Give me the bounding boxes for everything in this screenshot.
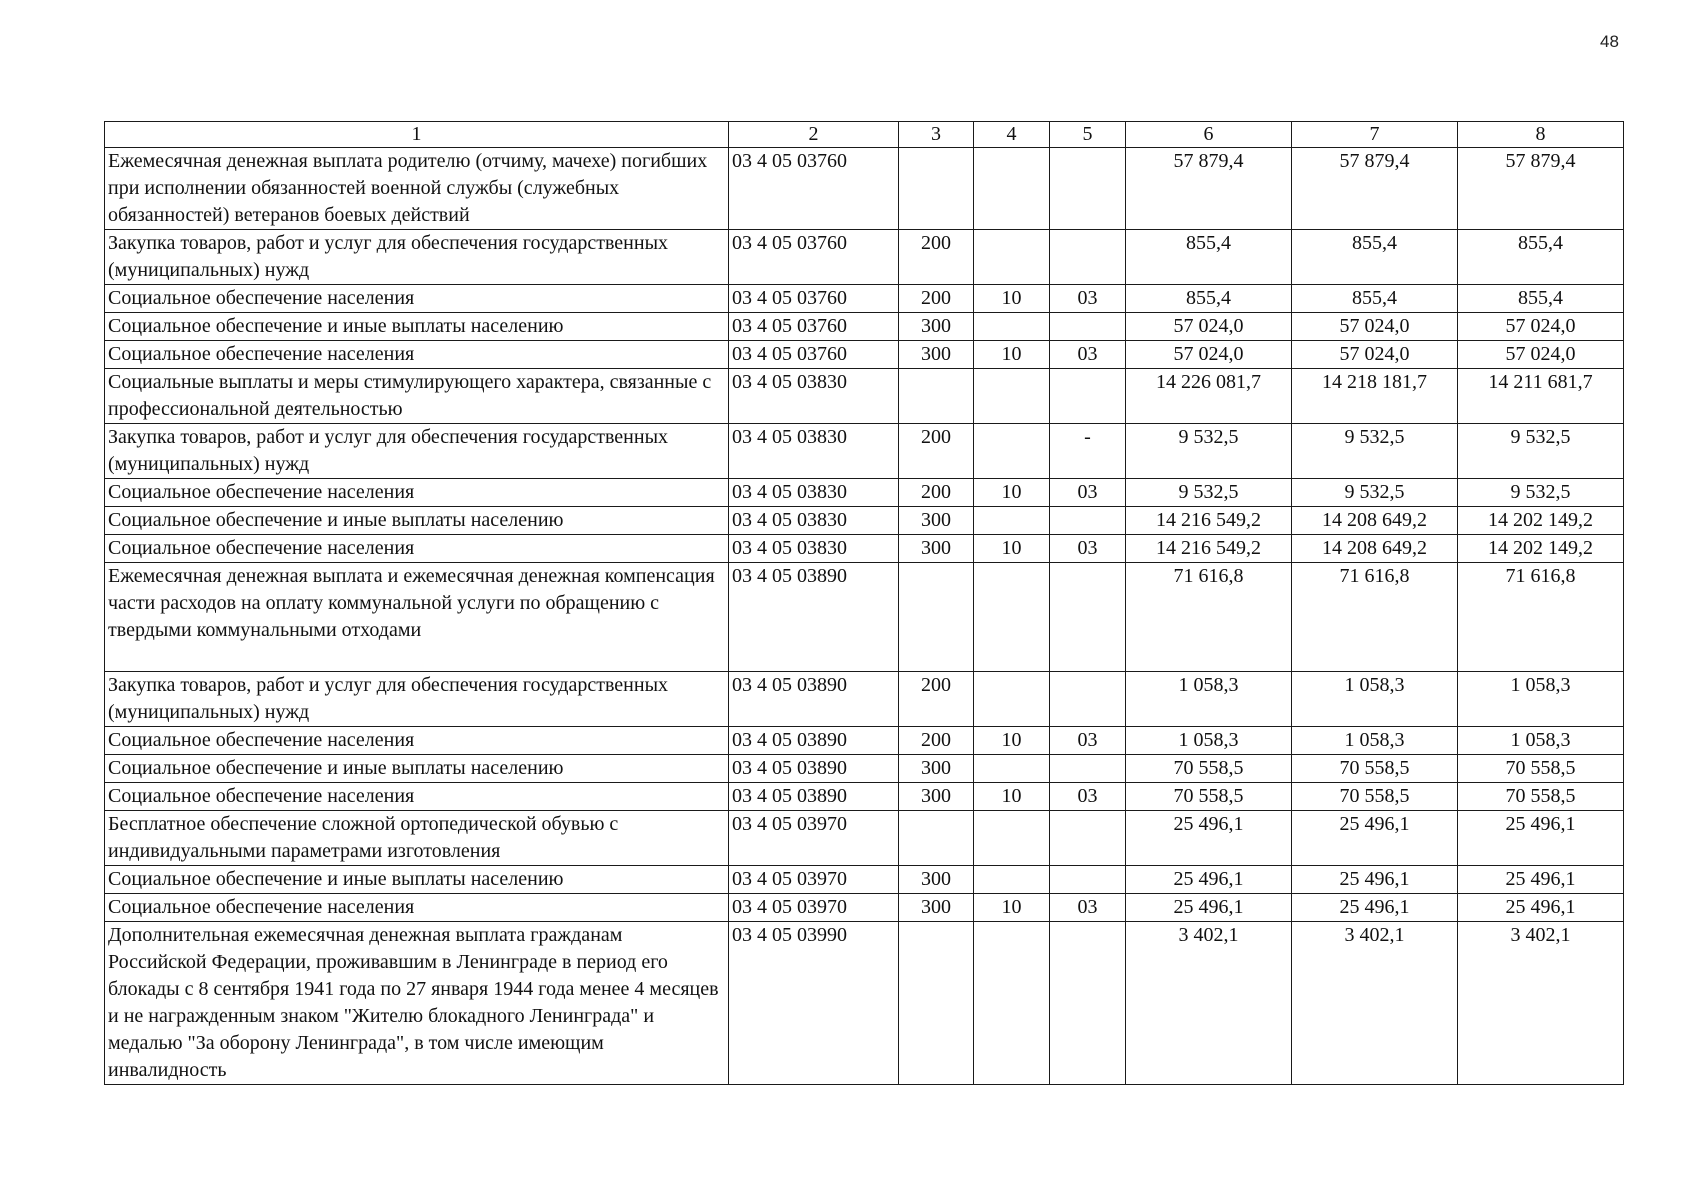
row-amount-col8-cell: 1 058,3 [1458, 727, 1624, 755]
row-expense-type-cell: 300 [899, 507, 974, 535]
row-subsection-cell: 03 [1050, 535, 1126, 563]
row-code-cell: 03 4 05 03890 [729, 783, 899, 811]
row-section-cell: 10 [974, 285, 1050, 313]
row-amount-col8-cell: 3 402,1 [1458, 922, 1624, 1085]
header-cell: 4 [974, 122, 1050, 148]
row-subsection-cell [1050, 313, 1126, 341]
row-subsection-cell [1050, 369, 1126, 424]
row-subsection-cell [1050, 230, 1126, 285]
row-section-cell [974, 313, 1050, 341]
row-section-cell [974, 672, 1050, 727]
row-code-cell: 03 4 05 03890 [729, 727, 899, 755]
row-amount-col7-cell: 57 879,4 [1292, 148, 1458, 230]
row-expense-type-cell: 300 [899, 866, 974, 894]
row-amount-col7-cell: 1 058,3 [1292, 672, 1458, 727]
row-section-cell [974, 230, 1050, 285]
row-name-cell: Ежемесячная денежная выплата родителю (отчиму, мачехе) погибших при исполнении обязанностей военной службы (служебных обязанностей) ветеранов боевых действий [105, 148, 729, 230]
row-name-cell: Закупка товаров, работ и услуг для обеспечения государственных (муниципальных) нужд [105, 230, 729, 285]
row-subsection-cell: 03 [1050, 479, 1126, 507]
row-section-cell [974, 811, 1050, 866]
row-amount-col7-cell: 25 496,1 [1292, 866, 1458, 894]
row-subsection-cell: 03 [1050, 727, 1126, 755]
row-expense-type-cell: 200 [899, 479, 974, 507]
row-code-cell: 03 4 05 03760 [729, 148, 899, 230]
row-name-cell: Социальное обеспечение и иные выплаты населению [105, 507, 729, 535]
row-amount-col7-cell: 25 496,1 [1292, 811, 1458, 866]
header-cell: 7 [1292, 122, 1458, 148]
row-amount-col8-cell: 9 532,5 [1458, 424, 1624, 479]
table-row [105, 894, 1624, 922]
row-name-cell: Социальное обеспечение и иные выплаты населению [105, 866, 729, 894]
row-section-cell: 10 [974, 341, 1050, 369]
row-amount-col6-cell: 855,4 [1126, 285, 1292, 313]
table-row [105, 866, 1624, 894]
row-code-cell: 03 4 05 03970 [729, 866, 899, 894]
row-code-cell: 03 4 05 03890 [729, 672, 899, 727]
row-amount-col7-cell: 71 616,8 [1292, 563, 1458, 672]
row-amount-col7-cell: 855,4 [1292, 230, 1458, 285]
row-amount-col6-cell: 70 558,5 [1126, 755, 1292, 783]
row-amount-col7-cell: 9 532,5 [1292, 479, 1458, 507]
row-expense-type-cell [899, 563, 974, 672]
row-code-cell: 03 4 05 03760 [729, 285, 899, 313]
row-section-cell [974, 866, 1050, 894]
row-subsection-cell: - [1050, 424, 1126, 479]
row-expense-type-cell [899, 148, 974, 230]
row-code-cell: 03 4 05 03760 [729, 313, 899, 341]
row-amount-col8-cell: 25 496,1 [1458, 811, 1624, 866]
row-amount-col6-cell: 57 024,0 [1126, 341, 1292, 369]
row-expense-type-cell [899, 811, 974, 866]
row-amount-col7-cell: 14 208 649,2 [1292, 535, 1458, 563]
row-name-cell: Бесплатное обеспечение сложной ортопедической обувью с индивидуальными параметрами изготовления [105, 811, 729, 866]
row-amount-col7-cell: 9 532,5 [1292, 424, 1458, 479]
row-name-cell: Социальное обеспечение населения [105, 479, 729, 507]
row-amount-col7-cell: 70 558,5 [1292, 755, 1458, 783]
row-subsection-cell: 03 [1050, 783, 1126, 811]
row-section-cell: 10 [974, 727, 1050, 755]
row-amount-col8-cell: 70 558,5 [1458, 755, 1624, 783]
row-expense-type-cell: 300 [899, 755, 974, 783]
row-section-cell [974, 507, 1050, 535]
header-row [105, 122, 1624, 148]
row-expense-type-cell: 300 [899, 313, 974, 341]
row-amount-col8-cell: 57 024,0 [1458, 341, 1624, 369]
row-subsection-cell [1050, 866, 1126, 894]
table-body [105, 148, 1624, 1085]
row-expense-type-cell: 200 [899, 672, 974, 727]
row-amount-col6-cell: 25 496,1 [1126, 866, 1292, 894]
row-name-cell: Социальное обеспечение населения [105, 783, 729, 811]
row-amount-col7-cell: 25 496,1 [1292, 894, 1458, 922]
row-expense-type-cell: 200 [899, 424, 974, 479]
row-expense-type-cell: 300 [899, 783, 974, 811]
row-amount-col6-cell: 14 216 549,2 [1126, 535, 1292, 563]
row-section-cell: 10 [974, 894, 1050, 922]
row-section-cell: 10 [974, 783, 1050, 811]
table-row [105, 369, 1624, 424]
row-code-cell: 03 4 05 03830 [729, 424, 899, 479]
row-amount-col8-cell: 57 024,0 [1458, 313, 1624, 341]
table-row [105, 285, 1624, 313]
row-expense-type-cell: 300 [899, 535, 974, 563]
row-amount-col8-cell: 14 211 681,7 [1458, 369, 1624, 424]
row-name-cell: Социальное обеспечение и иные выплаты населению [105, 313, 729, 341]
row-name-cell: Закупка товаров, работ и услуг для обеспечения государственных (муниципальных) нужд [105, 672, 729, 727]
row-subsection-cell: 03 [1050, 894, 1126, 922]
row-name-cell: Социальное обеспечение населения [105, 341, 729, 369]
page-number: 48 [1600, 32, 1619, 51]
table-row [105, 727, 1624, 755]
row-name-cell: Социальное обеспечение населения [105, 727, 729, 755]
table-row [105, 341, 1624, 369]
row-name-cell: Социальное обеспечение населения [105, 894, 729, 922]
table-row [105, 507, 1624, 535]
row-amount-col8-cell: 25 496,1 [1458, 866, 1624, 894]
row-amount-col6-cell: 14 226 081,7 [1126, 369, 1292, 424]
header-cell: 5 [1050, 122, 1126, 148]
row-section-cell [974, 922, 1050, 1085]
row-expense-type-cell: 200 [899, 285, 974, 313]
row-amount-col6-cell: 1 058,3 [1126, 672, 1292, 727]
row-code-cell: 03 4 05 03970 [729, 811, 899, 866]
table-row [105, 230, 1624, 285]
row-code-cell: 03 4 05 03830 [729, 535, 899, 563]
table-row [105, 313, 1624, 341]
row-subsection-cell [1050, 507, 1126, 535]
table-row [105, 563, 1624, 672]
row-name-cell: Дополнительная ежемесячная денежная выплата гражданам Российской Федерации, проживавшим в Ленинграде в период его блокады с 8 сентября 1941 года по 27 января 1944 года менее 4 месяцев и не награжденным знаком "Жителю блокадного Ленинграда" и медалью "За оборону Ленинграда", в том числе имеющим инвалидность [105, 922, 729, 1085]
row-subsection-cell [1050, 811, 1126, 866]
row-amount-col8-cell: 57 879,4 [1458, 148, 1624, 230]
row-subsection-cell [1050, 755, 1126, 783]
row-code-cell: 03 4 05 03830 [729, 479, 899, 507]
row-amount-col8-cell: 14 202 149,2 [1458, 507, 1624, 535]
table-row [105, 424, 1624, 479]
row-amount-col7-cell: 57 024,0 [1292, 341, 1458, 369]
row-amount-col8-cell: 70 558,5 [1458, 783, 1624, 811]
row-amount-col8-cell: 14 202 149,2 [1458, 535, 1624, 563]
row-code-cell: 03 4 05 03830 [729, 369, 899, 424]
row-section-cell [974, 424, 1050, 479]
row-amount-col8-cell: 25 496,1 [1458, 894, 1624, 922]
row-amount-col8-cell: 9 532,5 [1458, 479, 1624, 507]
row-code-cell: 03 4 05 03990 [729, 922, 899, 1085]
header-cell: 2 [729, 122, 899, 148]
row-expense-type-cell: 200 [899, 727, 974, 755]
row-subsection-cell [1050, 563, 1126, 672]
row-subsection-cell [1050, 922, 1126, 1085]
row-code-cell: 03 4 05 03890 [729, 563, 899, 672]
budget-table [104, 121, 1624, 1085]
row-code-cell: 03 4 05 03760 [729, 230, 899, 285]
row-name-cell: Социальное обеспечение и иные выплаты населению [105, 755, 729, 783]
row-section-cell [974, 563, 1050, 672]
row-code-cell: 03 4 05 03830 [729, 507, 899, 535]
row-subsection-cell [1050, 672, 1126, 727]
row-expense-type-cell: 300 [899, 894, 974, 922]
row-name-cell: Закупка товаров, работ и услуг для обеспечения государственных (муниципальных) нужд [105, 424, 729, 479]
row-section-cell [974, 369, 1050, 424]
row-amount-col7-cell: 1 058,3 [1292, 727, 1458, 755]
header-cell: 6 [1126, 122, 1292, 148]
row-amount-col7-cell: 14 208 649,2 [1292, 507, 1458, 535]
row-expense-type-cell: 200 [899, 230, 974, 285]
row-name-cell: Социальное обеспечение населения [105, 285, 729, 313]
row-amount-col8-cell: 71 616,8 [1458, 563, 1624, 672]
row-expense-type-cell [899, 922, 974, 1085]
header-cell: 1 [105, 122, 729, 148]
row-subsection-cell: 03 [1050, 341, 1126, 369]
row-amount-col6-cell: 9 532,5 [1126, 479, 1292, 507]
row-amount-col6-cell: 57 879,4 [1126, 148, 1292, 230]
row-amount-col7-cell: 855,4 [1292, 285, 1458, 313]
table-row [105, 922, 1624, 1085]
row-amount-col7-cell: 57 024,0 [1292, 313, 1458, 341]
row-amount-col7-cell: 70 558,5 [1292, 783, 1458, 811]
row-expense-type-cell: 300 [899, 341, 974, 369]
row-code-cell: 03 4 05 03890 [729, 755, 899, 783]
row-code-cell: 03 4 05 03760 [729, 341, 899, 369]
row-subsection-cell: 03 [1050, 285, 1126, 313]
header-cell: 8 [1458, 122, 1624, 148]
table-row [105, 148, 1624, 230]
row-amount-col6-cell: 14 216 549,2 [1126, 507, 1292, 535]
table-row [105, 479, 1624, 507]
row-amount-col8-cell: 1 058,3 [1458, 672, 1624, 727]
header-cell: 3 [899, 122, 974, 148]
row-amount-col6-cell: 1 058,3 [1126, 727, 1292, 755]
table-row [105, 783, 1624, 811]
table-row [105, 672, 1624, 727]
row-amount-col6-cell: 71 616,8 [1126, 563, 1292, 672]
table-row [105, 535, 1624, 563]
row-amount-col7-cell: 3 402,1 [1292, 922, 1458, 1085]
table-row [105, 755, 1624, 783]
row-amount-col6-cell: 25 496,1 [1126, 811, 1292, 866]
row-name-cell: Социальные выплаты и меры стимулирующего характера, связанные с профессиональной деятельностью [105, 369, 729, 424]
row-section-cell [974, 148, 1050, 230]
row-amount-col7-cell: 14 218 181,7 [1292, 369, 1458, 424]
row-section-cell [974, 755, 1050, 783]
row-name-cell: Ежемесячная денежная выплата и ежемесячная денежная компенсация части расходов на оплату коммунальной услуги по обращению с твердыми коммунальными отходами [105, 563, 729, 672]
row-amount-col6-cell: 855,4 [1126, 230, 1292, 285]
row-amount-col6-cell: 9 532,5 [1126, 424, 1292, 479]
row-amount-col6-cell: 25 496,1 [1126, 894, 1292, 922]
row-expense-type-cell [899, 369, 974, 424]
row-amount-col6-cell: 70 558,5 [1126, 783, 1292, 811]
row-amount-col6-cell: 3 402,1 [1126, 922, 1292, 1085]
row-amount-col8-cell: 855,4 [1458, 230, 1624, 285]
row-section-cell: 10 [974, 535, 1050, 563]
row-section-cell: 10 [974, 479, 1050, 507]
row-name-cell: Социальное обеспечение населения [105, 535, 729, 563]
table-row [105, 811, 1624, 866]
row-subsection-cell [1050, 148, 1126, 230]
row-amount-col8-cell: 855,4 [1458, 285, 1624, 313]
row-amount-col6-cell: 57 024,0 [1126, 313, 1292, 341]
row-code-cell: 03 4 05 03970 [729, 894, 899, 922]
